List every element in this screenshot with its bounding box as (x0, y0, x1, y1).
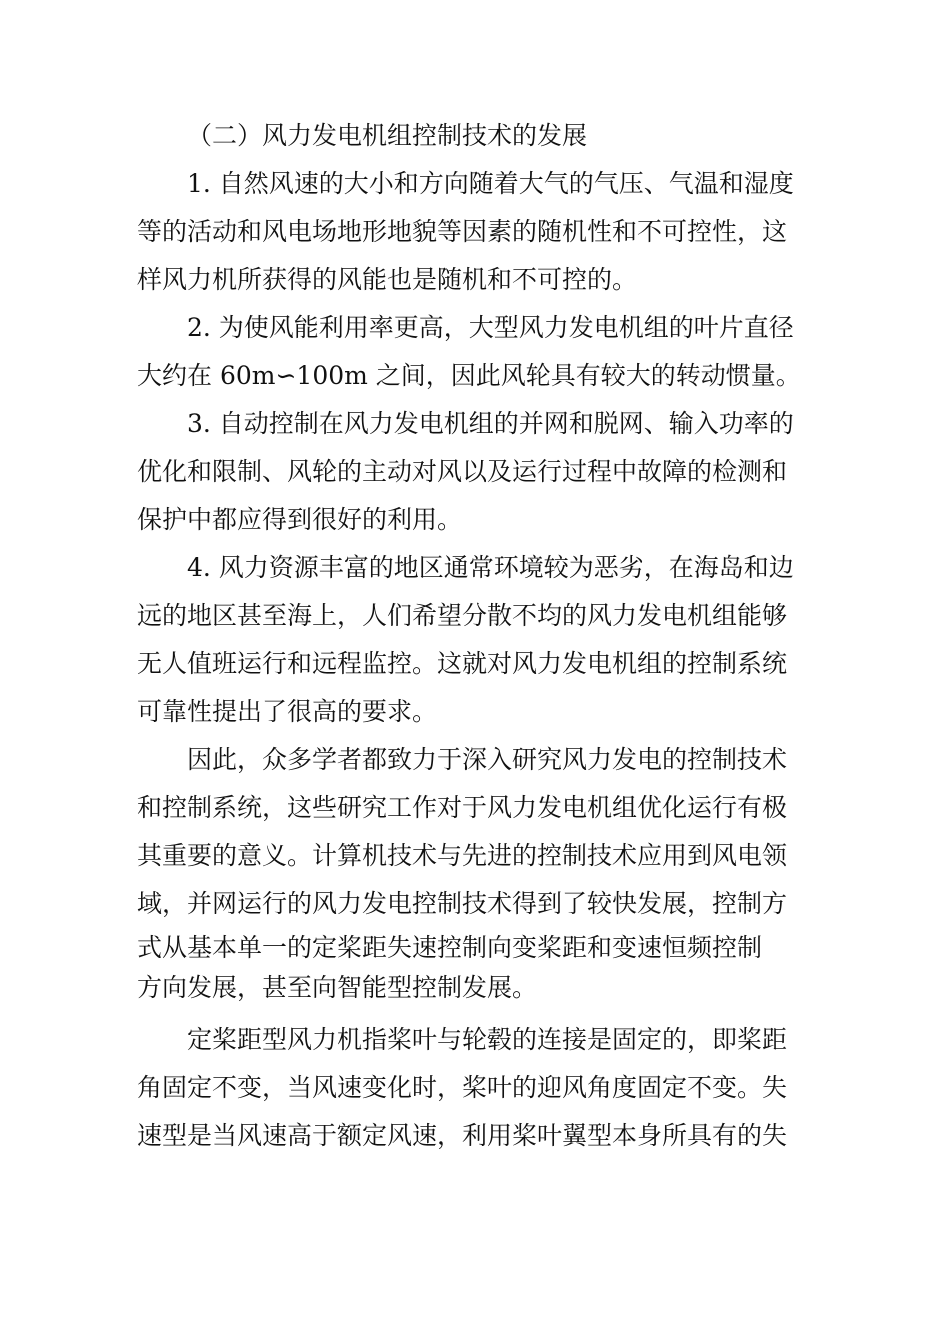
paragraph-line: 1. 自然风速的大小和方向随着大气的气压、气温和湿度 (187, 169, 794, 198)
paragraph-3 (137, 400, 827, 544)
paragraph-line: 域，并网运行的风力发电控制技术得到了较快发展，控制方 (137, 889, 788, 918)
paragraph-line: 和控制系统，这些研究工作对于风力发电机组优化运行有极 (137, 793, 788, 822)
paragraph-6 (137, 1016, 827, 1160)
paragraph-line: 保护中都应得到很好的利用。 (137, 505, 463, 534)
paragraph-4 (137, 544, 827, 736)
paragraph-line: 方向发展，甚至向智能型控制发展。 (137, 973, 538, 1002)
paragraph-line: 优化和限制、风轮的主动对风以及运行过程中故障的检测和 (137, 457, 788, 486)
paragraph-1 (137, 160, 827, 304)
paragraph-line: 其重要的意义。计算机技术与先进的控制技术应用到风电领 (137, 841, 788, 870)
paragraph-spacer (137, 1008, 827, 1016)
paragraph-line: 样风力机所获得的风能也是随机和不可控的。 (137, 265, 638, 294)
paragraph-line: 因此，众多学者都致力于深入研究风力发电的控制技术 (187, 745, 788, 774)
paragraph-line: 可靠性提出了很高的要求。 (137, 697, 438, 726)
document-body (137, 112, 827, 1160)
paragraph-line: 速型是当风速高于额定风速，利用桨叶翼型本身所具有的失 (137, 1121, 788, 1150)
paragraph-5 (137, 736, 827, 1008)
paragraph-2 (137, 304, 827, 400)
paragraph-line: 无人值班运行和远程监控。这就对风力发电机组的控制系统 (137, 649, 788, 678)
paragraph-line: 2. 为使风能利用率更高，大型风力发电机组的叶片直径 (187, 313, 794, 342)
paragraph-line: 式从基本单一的定桨距失速控制向变桨距和变速恒频控制 (137, 933, 763, 962)
paragraph-line: 大约在 60m∽100m 之间，因此风轮具有较大的转动惯量。 (137, 361, 801, 390)
section-heading: （二）风力发电机组控制技术的发展 (187, 121, 588, 150)
paragraph-line: 4. 风力资源丰富的地区通常环境较为恶劣，在海岛和边 (187, 553, 794, 582)
paragraph-line: 3. 自动控制在风力发电机组的并网和脱网、输入功率的 (187, 409, 794, 438)
paragraph-line: 远的地区甚至海上，人们希望分散不均的风力发电机组能够 (137, 601, 788, 630)
paragraph-line: 等的活动和风电场地形地貌等因素的随机性和不可控性，这 (137, 217, 788, 246)
paragraph-line: 角固定不变，当风速变化时，桨叶的迎风角度固定不变。失 (137, 1073, 788, 1102)
paragraph-line: 定桨距型风力机指桨叶与轮毂的连接是固定的，即桨距 (187, 1025, 788, 1054)
